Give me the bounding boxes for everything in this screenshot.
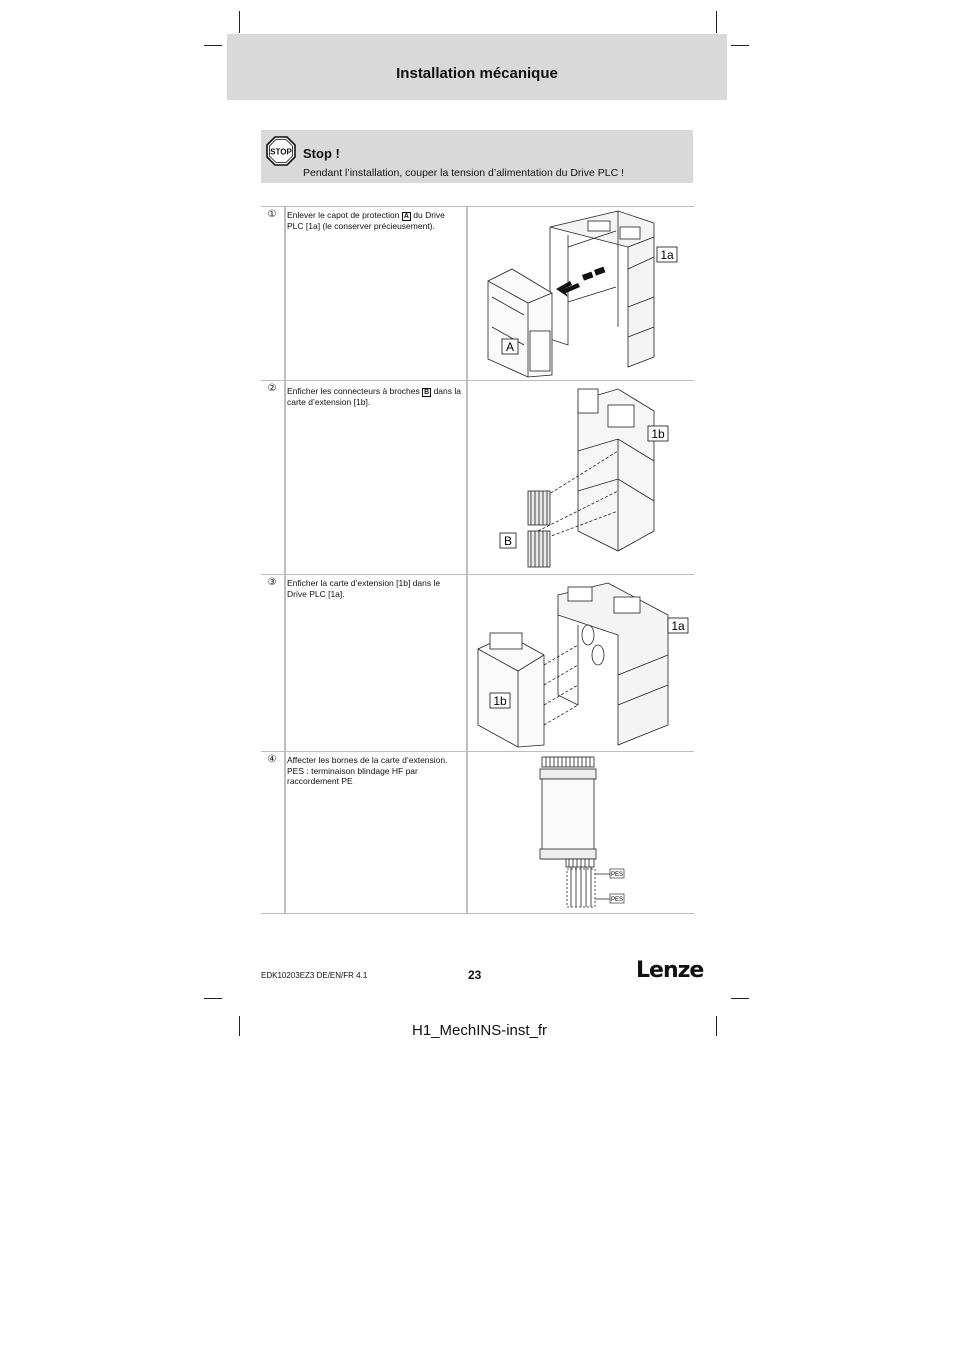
lenze-logo: Lenze xyxy=(636,958,704,983)
step-row xyxy=(261,380,694,574)
stop-title: Stop ! xyxy=(303,146,340,161)
label-1a: 1a xyxy=(660,248,674,262)
figure-insert-pin-connectors xyxy=(468,381,694,574)
step-text-before: Enficher les connecteurs à broches xyxy=(287,386,423,396)
step-number: ② xyxy=(267,383,277,394)
stop-sign-icon xyxy=(266,136,296,166)
crop-mark xyxy=(239,11,240,33)
callout-1b xyxy=(490,693,510,708)
step-number: ① xyxy=(267,209,277,220)
label-b: B xyxy=(503,534,513,548)
callout-1a xyxy=(657,247,677,262)
crop-mark xyxy=(204,45,222,46)
pes-tag xyxy=(610,894,624,903)
marker-label: B xyxy=(424,389,430,396)
callout-1a xyxy=(668,618,688,633)
figure-remove-cover xyxy=(468,207,694,380)
table-bottom-rule xyxy=(261,913,694,914)
step-text xyxy=(287,386,461,408)
crop-mark xyxy=(204,998,222,999)
page-title: Installation mécanique xyxy=(396,65,558,82)
step-text-line: Affecter les bornes de la carte d’extension. xyxy=(287,755,448,765)
step-row xyxy=(261,574,694,751)
stop-sign-label: STOP xyxy=(270,147,292,157)
callout-b xyxy=(500,533,516,548)
step-number: ④ xyxy=(267,754,277,765)
label-1b: 1b xyxy=(651,427,665,441)
step-text-line: PES : terminaison blindage HF par raccordement PE xyxy=(287,765,418,786)
step-text: Enficher la carte d’extension [1b] dans le Drive PLC [1a]. xyxy=(287,578,441,599)
figure-terminal-assignment xyxy=(468,752,694,913)
crop-mark xyxy=(731,45,749,46)
step-text-before: Enlever le capot de protection xyxy=(287,210,402,220)
page-number: 23 xyxy=(468,968,482,982)
document-code: EDK10203EZ3 DE/EN/FR 4.1 xyxy=(261,971,368,980)
label-pes: PES xyxy=(610,872,624,878)
step-row xyxy=(261,751,694,913)
label-1a: 1a xyxy=(671,619,685,633)
figure-insert-extension-card xyxy=(468,575,694,751)
document-id: H1_MechINS-inst_fr xyxy=(412,1022,548,1039)
steps-table xyxy=(261,206,694,914)
step-text xyxy=(287,755,461,787)
step-text-after: dans la carte d’extension [1b]. xyxy=(287,386,461,407)
crop-mark xyxy=(239,1016,240,1036)
crop-mark xyxy=(716,1016,717,1036)
step-number: ③ xyxy=(267,577,277,588)
step-row xyxy=(261,206,694,380)
label-1b: 1b xyxy=(493,694,507,708)
callout-1b xyxy=(648,426,668,441)
page-header xyxy=(227,34,727,100)
label-pes: PES xyxy=(610,897,624,903)
marker-label: A xyxy=(403,213,409,220)
stop-text: Pendant l’installation, couper la tension d’alimentation du Drive PLC ! xyxy=(303,167,625,179)
label-a: A xyxy=(505,340,515,354)
stop-warning xyxy=(261,130,693,183)
step-text xyxy=(287,210,461,232)
pes-tag xyxy=(610,869,624,878)
crop-mark xyxy=(731,998,749,999)
crop-mark xyxy=(716,11,717,33)
callout-a xyxy=(502,339,518,354)
step-text-after: du Drive PLC [1a] (le conserver précieusement). xyxy=(287,210,445,231)
